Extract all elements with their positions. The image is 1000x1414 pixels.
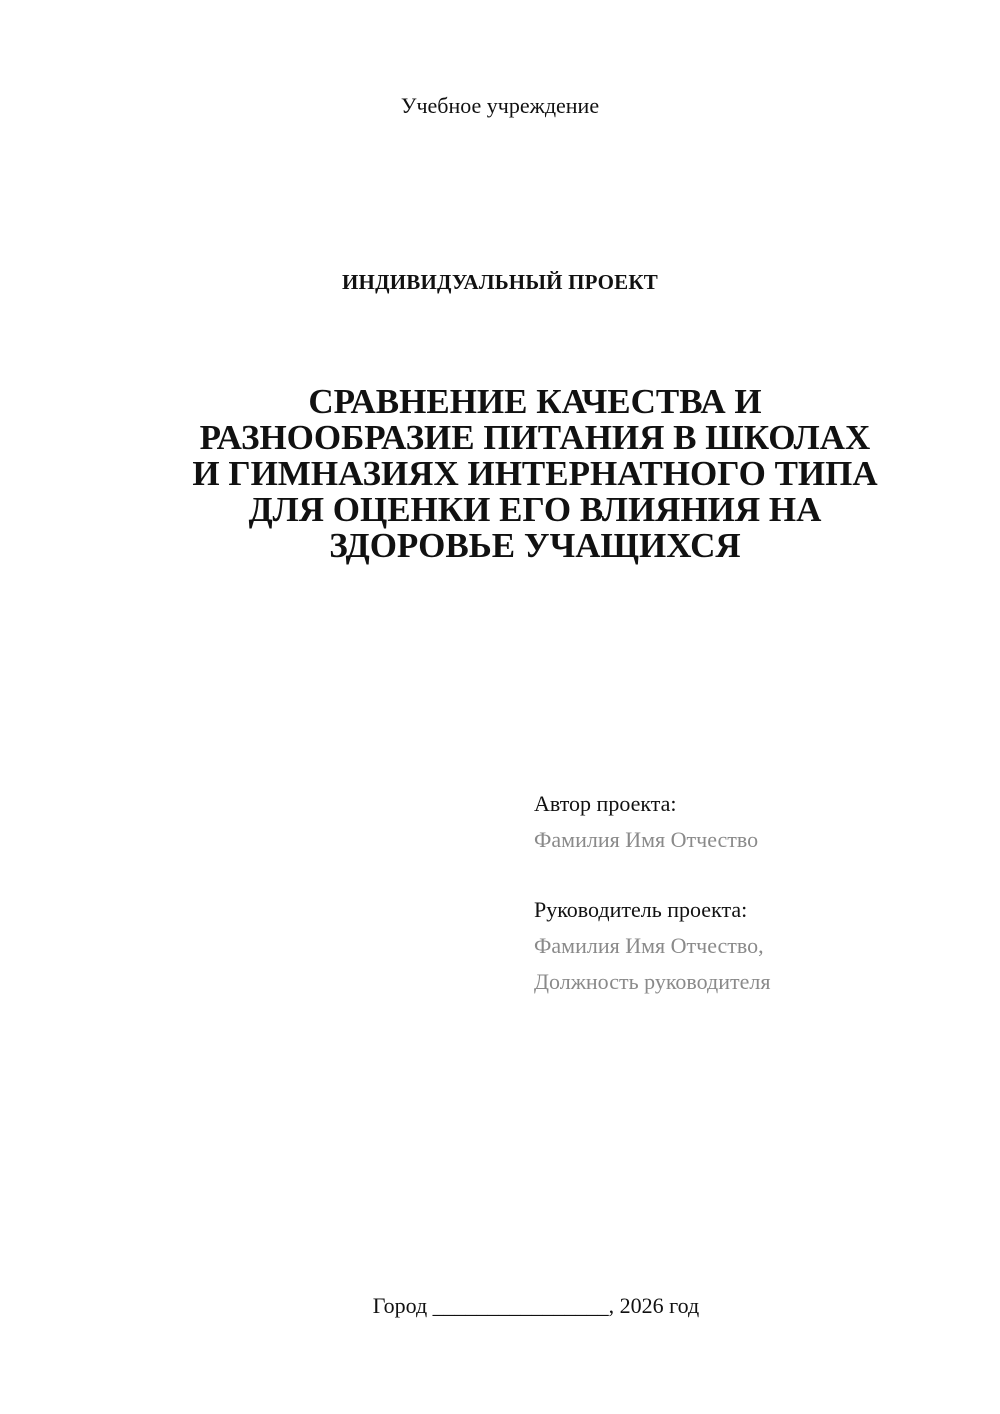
author-block [534,790,954,862]
document-type: ИНДИВИДУАЛЬНЫЙ ПРОЕКТ [342,270,658,294]
author-name: Фамилия Имя Отчество [534,827,759,852]
project-title-line: ЗДОРОВЬЕ УЧАЩИХСЯ [329,526,741,565]
project-title-line: РАЗНООБРАЗИЕ ПИТАНИЯ В ШКОЛАХ [199,418,871,457]
supervisor-block [534,896,954,1004]
project-title-line: И ГИМНАЗИЯХ ИНТЕРНАТНОГО ТИПА [192,454,878,493]
project-title-line: СРАВНЕНИЕ КАЧЕСТВА И [308,382,762,421]
institution-name: Учебное учреждение [400,93,600,118]
supervisor-position: Должность руководителя [534,969,771,994]
supervisor-label: Руководитель проекта: [534,897,748,922]
project-title-line: ДЛЯ ОЦЕНКИ ЕГО ВЛИЯНИЯ НА [248,490,822,529]
author-label: Автор проекта: [534,791,677,816]
supervisor-name: Фамилия Имя Отчество, [534,933,764,958]
project-title [140,384,930,564]
place-and-year: Город ________________, 2026 год [372,1293,700,1318]
